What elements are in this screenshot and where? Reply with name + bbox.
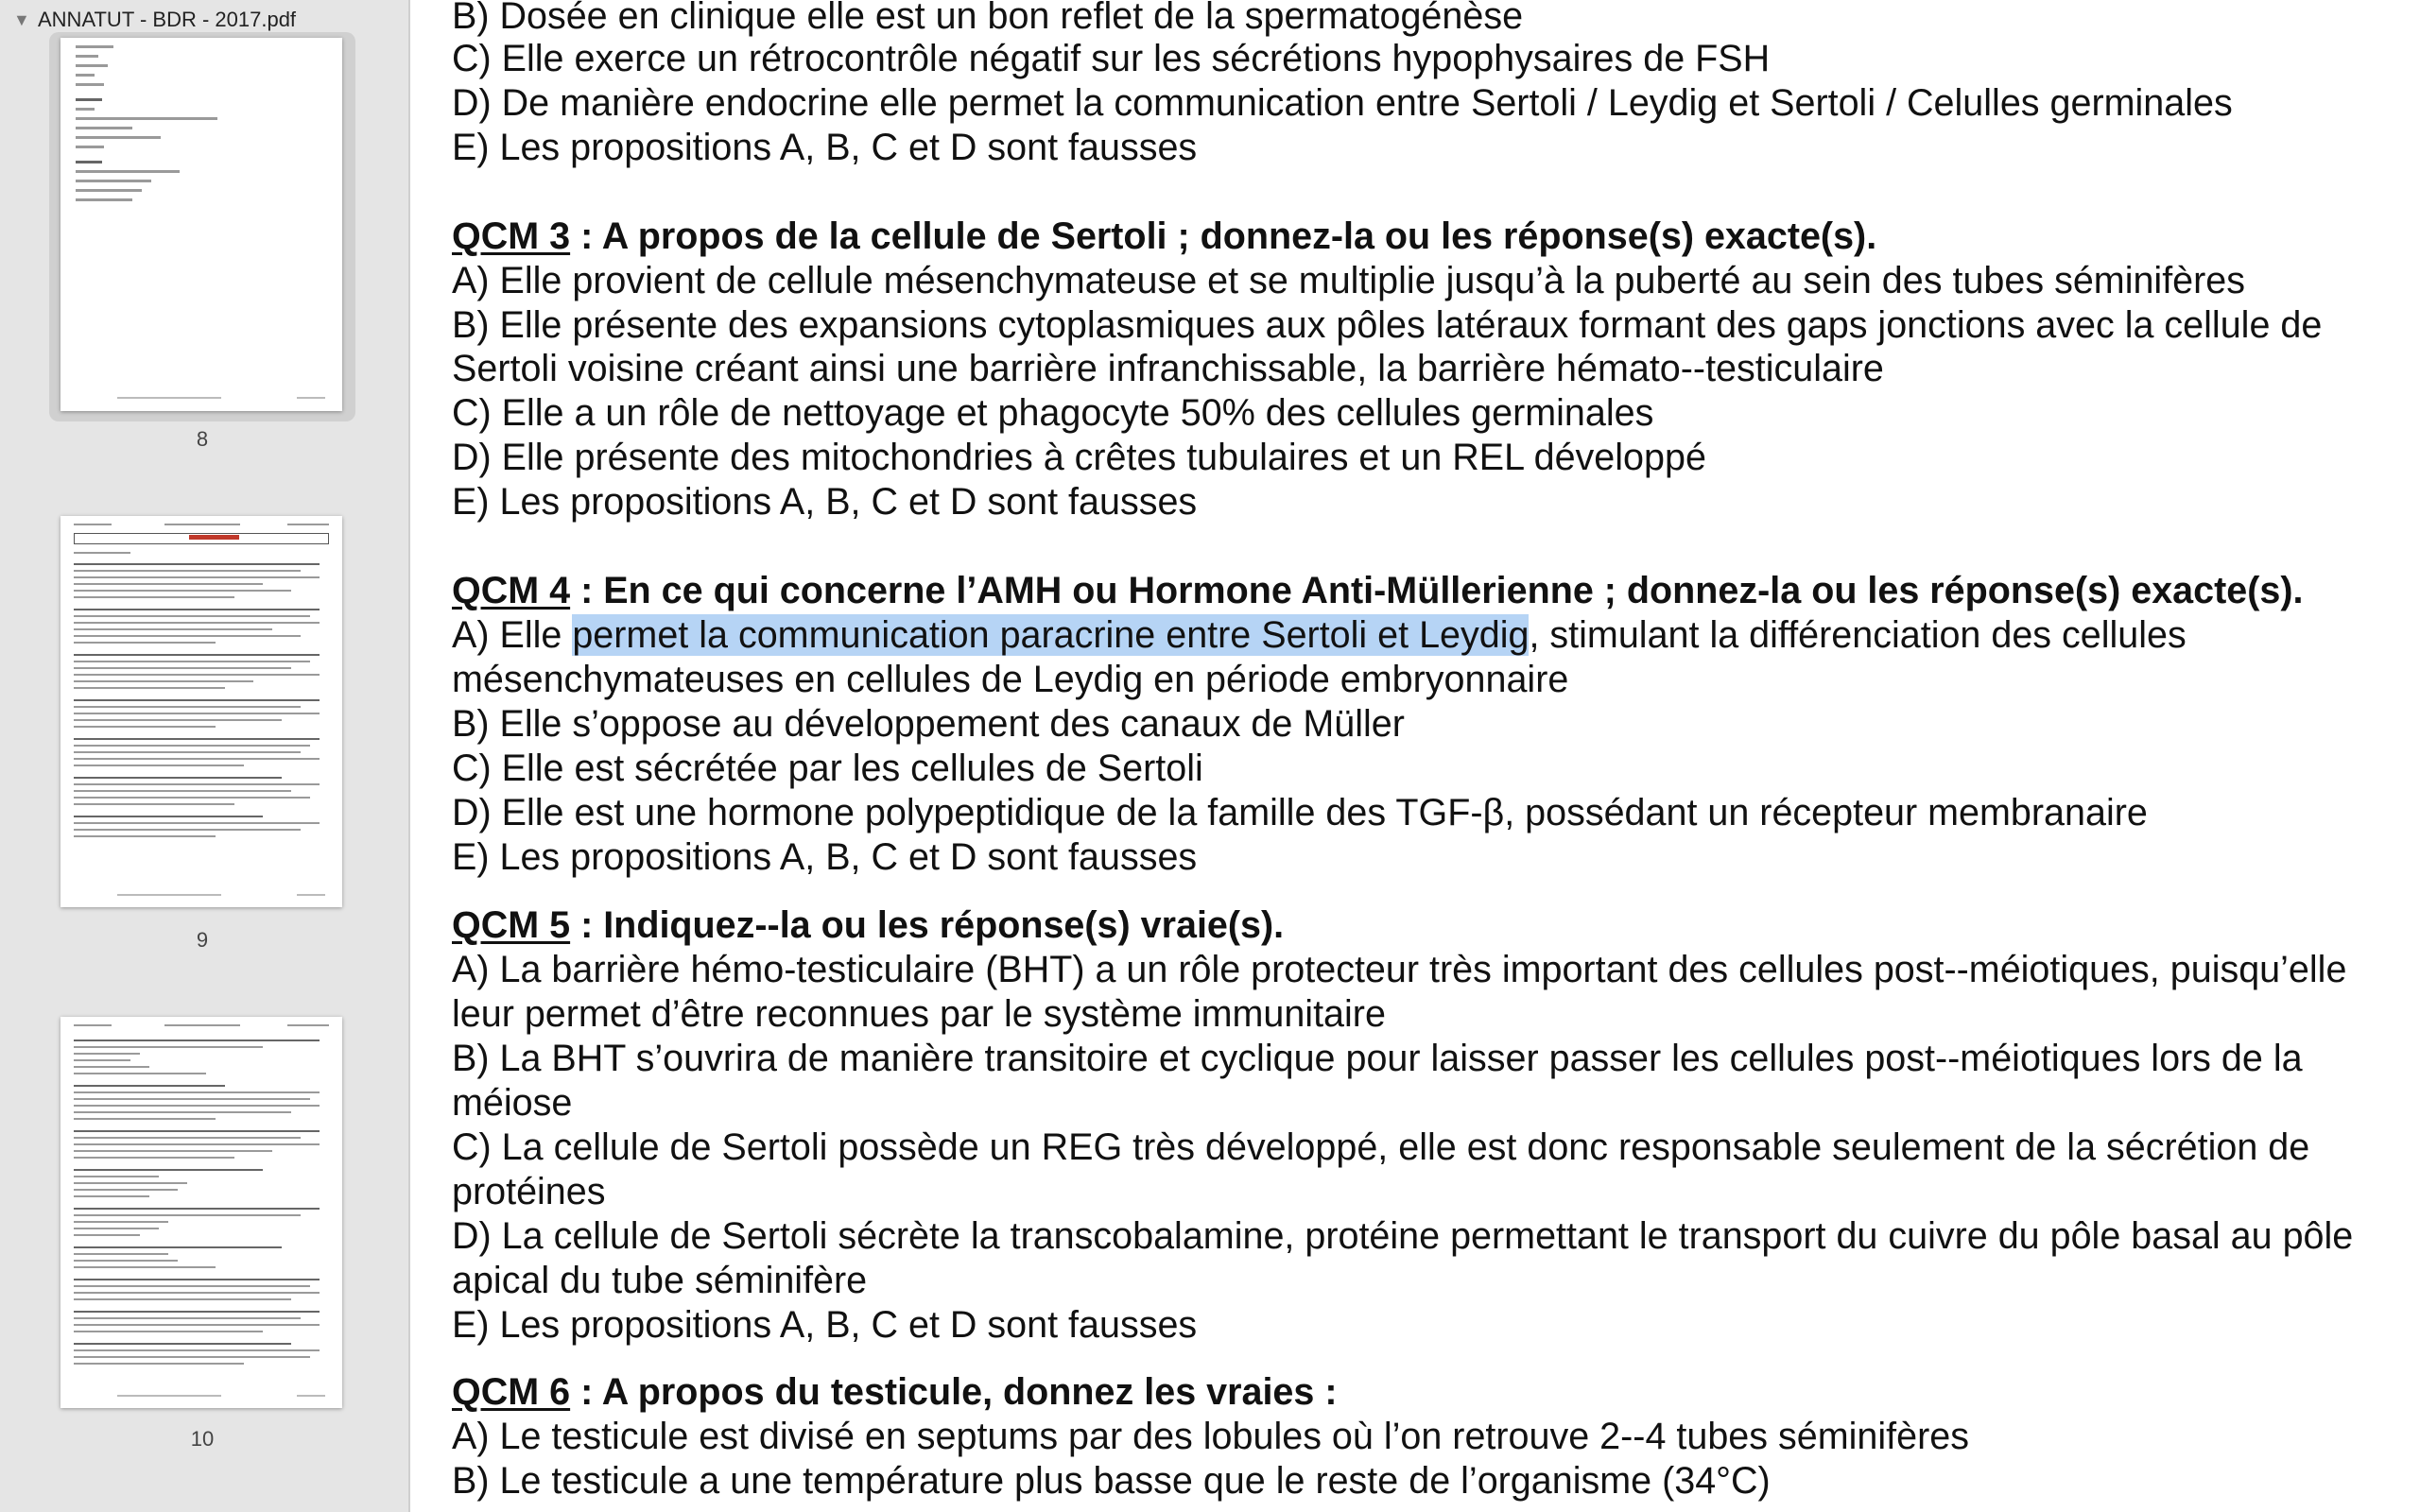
page-thumbnail-10[interactable] bbox=[60, 1017, 342, 1408]
q4-answer-e: E) Les propositions A, B, C et D sont fausses bbox=[452, 836, 1198, 878]
document-filename: ANNATUT - BDR - 2017.pdf bbox=[38, 8, 297, 31]
disclosure-triangle-icon[interactable]: ▼ bbox=[13, 9, 30, 29]
q5-answer-a-line2: leur permet d’être reconnues par le système immunitaire bbox=[452, 993, 1386, 1035]
q3-answer-e: E) Les propositions A, B, C et D sont fausses bbox=[452, 481, 1198, 523]
page-number-label: 10 bbox=[190, 1427, 215, 1451]
page-thumbnail-8[interactable] bbox=[60, 38, 342, 411]
q3-title bbox=[452, 215, 1876, 259]
q4-answer-a-suffix: , stimulant la différenciation des cellules bbox=[1529, 614, 2187, 656]
q5-label: QCM 5 bbox=[452, 904, 571, 946]
q4-answer-a-line2: mésenchymateuses en cellules de Leydig en période embryonnaire bbox=[452, 659, 1569, 700]
q5-answer-e: E) Les propositions A, B, C et D sont fausses bbox=[452, 1304, 1198, 1346]
page-number-label: 8 bbox=[196, 427, 209, 451]
q6-answer-a: A) Le testicule est divisé en septums par des lobules où l’on retrouve 2--4 tubes séminifères bbox=[452, 1416, 1969, 1457]
q5-answer-c-line1: C) La cellule de Sertoli possède un REG très développé, elle est donc responsable seulement de la sécrétion de bbox=[452, 1126, 2310, 1168]
q4-answer-a-line1 bbox=[452, 613, 2187, 658]
text-selection-highlight[interactable]: permet la communication paracrine entre Sertoli et Leydig bbox=[572, 614, 1530, 656]
q2-answer-b: B) Dosée en clinique elle est un bon reflet de la spermatogénèse bbox=[452, 0, 1524, 37]
q3-answer-c: C) Elle a un rôle de nettoyage et phagocyte 50% des cellules germinales bbox=[452, 392, 1654, 434]
q3-answer-b-line1: B) Elle présente des expansions cytoplasmiques aux pôles latéraux formant des gaps jonctions avec la cellule de bbox=[452, 304, 2323, 346]
q5-answer-b-line1: B) La BHT s’ouvrira de manière transitoire et cyclique pour laisser passer les cellules post--méiotiques lors de la bbox=[452, 1038, 2303, 1079]
q3-answer-b-line2: Sertoli voisine créant ainsi une barrière infranchissable, la barrière hémato--testiculaire bbox=[452, 348, 1884, 389]
q5-answer-c-line2: protéines bbox=[452, 1171, 606, 1212]
q6-title bbox=[452, 1370, 1337, 1415]
q3-answer-a: A) Elle provient de cellule mésenchymateuse et se multiplie jusqu’à la puberté au sein des tubes séminifères bbox=[452, 260, 2246, 301]
page-thumbnail-9[interactable] bbox=[60, 516, 342, 907]
q6-answer-b: B) Le testicule a une température plus basse que le reste de l’organisme (34°C) bbox=[452, 1460, 1771, 1502]
q2-answer-c: C) Elle exerce un rétrocontrôle négatif sur les sécrétions hypophysaires de FSH bbox=[452, 38, 1771, 79]
q2-answer-e: E) Les propositions A, B, C et D sont fausses bbox=[452, 127, 1198, 168]
q4-answer-d: D) Elle est une hormone polypeptidique de la famille des TGF-β, possédant un récepteur membranaire bbox=[452, 792, 2148, 833]
q3-answer-d: D) Elle présente des mitochondries à crêtes tubulaires et un REL développé bbox=[452, 437, 1706, 478]
q5-title-text: : Indiquez--la ou les réponse(s) vraie(s). bbox=[570, 904, 1285, 946]
q5-title bbox=[452, 903, 1284, 948]
page-number-label: 9 bbox=[196, 928, 209, 952]
q5-answer-a-line1: A) La barrière hémo-testiculaire (BHT) a un rôle protecteur très important des cellules post--méiotiques, puisqu’elle bbox=[452, 949, 2347, 990]
document-view[interactable] bbox=[452, 0, 2420, 1512]
q3-title-text: : A propos de la cellule de Sertoli ; donnez-la ou les réponse(s) exacte(s). bbox=[570, 215, 1877, 257]
q5-answer-d-line1: D) La cellule de Sertoli sécrète la transcobalamine, protéine permettant le transport du cuivre du pôle basal au pôle bbox=[452, 1215, 2354, 1257]
q5-answer-d-line2: apical du tube séminifère bbox=[452, 1260, 868, 1301]
q6-label: QCM 6 bbox=[452, 1371, 571, 1413]
q4-title bbox=[452, 569, 2303, 613]
q5-answer-b-line2: méiose bbox=[452, 1082, 573, 1124]
q4-answer-c: C) Elle est sécrétée par les cellules de Sertoli bbox=[452, 747, 1203, 789]
q3-label: QCM 3 bbox=[452, 215, 571, 257]
q2-answer-d: D) De manière endocrine elle permet la communication entre Sertoli / Leydig et Sertoli / Celulles germinales bbox=[452, 82, 2233, 124]
q4-title-text: : En ce qui concerne l’AMH ou Hormone Anti-Müllerienne ; donnez-la ou les réponse(s) exacte(s). bbox=[570, 570, 2304, 611]
q4-label: QCM 4 bbox=[452, 570, 571, 611]
q4-answer-b: B) Elle s’oppose au développement des canaux de Müller bbox=[452, 703, 1405, 745]
q4-answer-a-prefix: A) Elle bbox=[452, 614, 573, 656]
q6-title-text: : A propos du testicule, donnez les vraies : bbox=[570, 1371, 1338, 1413]
thumbnail-sidebar[interactable] bbox=[0, 0, 410, 1512]
